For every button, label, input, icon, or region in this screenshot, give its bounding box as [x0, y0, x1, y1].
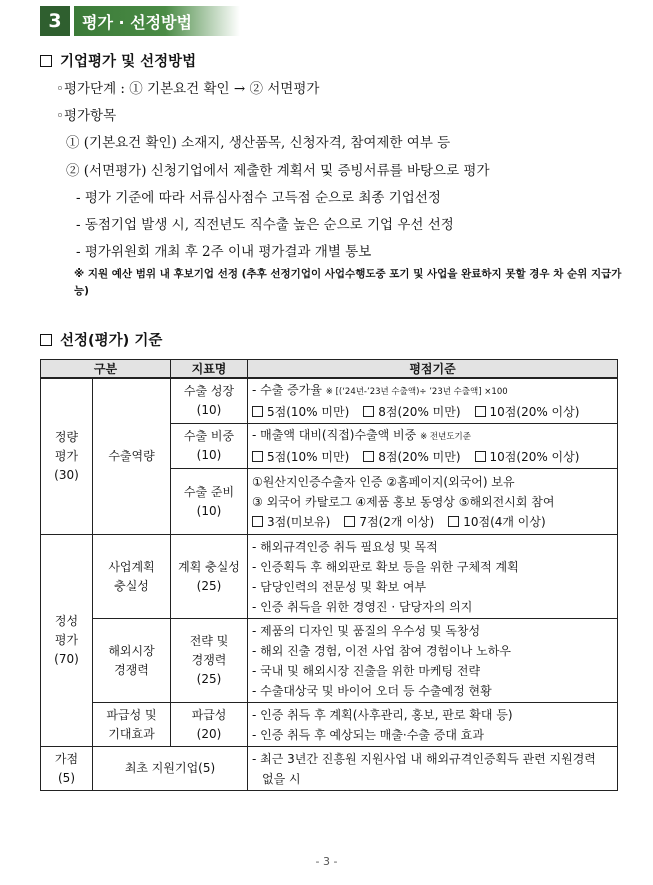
category-cell: 파급성 및 기대효과 — [93, 703, 171, 747]
section-header — [40, 6, 240, 36]
criteria-cell — [248, 424, 618, 469]
quant-eval-cell: 정량 평가 (30) — [41, 378, 93, 535]
criteria-cell — [248, 703, 618, 747]
export-capacity-cell: 수출역량 — [93, 378, 171, 535]
budget-note: ※ 지원 예산 범위 내 후보기업 선정 (추후 선정기업이 사업수행도중 포기 및 사업을 완료하지 못할 경우 차 순위 지급가능) — [74, 268, 622, 297]
criteria-line: - 인증획득 후 해외판로 확보 등을 위한 구체적 계획 — [252, 559, 519, 574]
criteria-line: - 수출대상국 및 바이어 오더 등 수출예정 현황 — [252, 683, 492, 698]
qual-eval-cell: 정성 평가 (70) — [41, 535, 93, 747]
criteria-text: - 매출액 대비(직접)수출액 비중 — [252, 428, 417, 442]
checkbox-icon — [363, 406, 374, 417]
score-options — [252, 512, 613, 532]
checkbox-icon — [252, 406, 263, 417]
indicator-points: (25) — [196, 672, 222, 686]
criteria-formula: ※ [(‘24년-’23년 수출액)÷ ’23년 수출액] ×100 — [325, 387, 508, 397]
table-header-row — [41, 360, 618, 379]
indicator-cell — [171, 424, 248, 469]
table-row — [41, 703, 618, 747]
indicator-name: 전략 및 경쟁력 — [189, 634, 229, 667]
subsection-title-text: 선정(평가) 기준 — [60, 333, 163, 349]
score-option-label: 5점(10% 미만) — [267, 405, 350, 419]
criteria-line: - 제품의 디자인 및 품질의 우수성 및 독창성 — [252, 623, 481, 638]
indicator-name: 계획 충실성 — [178, 559, 240, 574]
score-option — [448, 512, 545, 532]
score-option — [363, 402, 460, 422]
score-option-label: 10점(4개 이상) — [463, 514, 546, 529]
subsection-title-text: 기업평가 및 선정방법 — [60, 54, 197, 70]
criteria-table — [40, 359, 618, 791]
criteria-cell — [248, 378, 618, 424]
criteria-line: - 최근 3년간 진흥원 지원사업 내 해외규격인증획득 관련 지원경력 — [252, 751, 596, 766]
criteria-line: - 담당인력의 전문성 및 확보 여부 — [252, 579, 427, 594]
score-option — [344, 512, 434, 532]
checkbox-icon — [252, 516, 263, 527]
table-row — [41, 535, 618, 619]
eval-steps: ◦평가단계 : ① 기본요건 확인 → ② 서면평가 — [56, 81, 320, 97]
criteria-line: - 국내 및 해외시장 진출을 위한 마케팅 전략 — [252, 663, 481, 678]
indicator-cell — [171, 619, 248, 703]
criteria-line — [252, 425, 613, 447]
subsection-title-2 — [40, 329, 162, 350]
criteria-text: - 수출 증가율 — [252, 383, 322, 397]
eval-items-heading: ◦평가항목 — [56, 108, 117, 124]
criteria-line: - 인증 취득을 위한 경영진 · 담당자의 의지 — [252, 599, 473, 614]
score-option-label: 5점(10% 미만) — [267, 450, 350, 464]
score-option-label: 3점(미보유) — [267, 514, 331, 529]
eval-item-2: ② (서면평가) 신청기업에서 제출한 계획서 및 증빙서류를 바탕으로 평가 — [66, 163, 490, 179]
indicator-name: 수출 비중 — [183, 429, 235, 443]
indicator-cell — [171, 535, 248, 619]
criteria-line: ①원산지인증수출자 인증 ②홈페이지(외국어) 보유 — [252, 474, 515, 489]
indicator-points: (10) — [196, 448, 222, 462]
score-option — [475, 402, 580, 422]
table-row — [41, 378, 618, 424]
category-cell: 해외시장 경쟁력 — [93, 619, 171, 703]
criteria-formula: ※ 전년도기준 — [420, 432, 471, 442]
bonus-cell: 가점 (5) — [41, 747, 93, 791]
indicator-cell — [171, 703, 248, 747]
category-cell: 사업계획 충실성 — [93, 535, 171, 619]
eval-bullet-2: - 동점기업 발생 시, 직전년도 직수출 높은 순으로 기업 우선 선정 — [76, 217, 454, 233]
header-criteria: 평점기준 — [248, 360, 618, 379]
page-number: - 3 - — [315, 855, 338, 868]
section-number: 3 — [40, 6, 70, 36]
checkbox-icon — [475, 451, 486, 462]
indicator-points: (25) — [196, 578, 222, 593]
square-icon — [40, 334, 52, 346]
indicator-name: 파급성 — [191, 707, 227, 722]
indicator-name: 수출 성장 — [183, 384, 235, 398]
section-title: 평가 · 선정방법 — [74, 6, 240, 36]
criteria-line — [252, 380, 613, 402]
score-option-label: 10점(20% 이상) — [489, 450, 580, 464]
checkbox-icon — [344, 516, 355, 527]
checkbox-icon — [252, 451, 263, 462]
criteria-line: - 인증 취득 후 예상되는 매출·수출 증대 효과 — [252, 727, 484, 742]
checkbox-icon — [448, 516, 459, 527]
criteria-cell — [248, 747, 618, 791]
score-options — [252, 447, 613, 467]
first-support-cell: 최초 지원기업(5) — [93, 747, 248, 791]
score-option — [252, 402, 349, 422]
square-icon — [40, 55, 52, 67]
table-row — [41, 619, 618, 703]
score-option — [475, 447, 580, 467]
indicator-points: (10) — [196, 503, 222, 518]
eval-bullet-1: - 평가 기준에 따라 서류심사점수 고득점 순으로 최종 기업선정 — [76, 190, 441, 206]
header-category: 구분 — [41, 360, 171, 379]
criteria-line: - 해외규격인증 취득 필요성 및 목적 — [252, 539, 438, 554]
criteria-line: - 인증 취득 후 계획(사후관리, 홍보, 판로 확대 등) — [252, 707, 513, 722]
checkbox-icon — [363, 451, 374, 462]
criteria-cell — [248, 619, 618, 703]
eval-item-1: ① (기본요건 확인) 소재지, 생산품목, 신청자격, 참여제한 여부 등 — [66, 135, 451, 151]
criteria-line: 없을 시 — [262, 771, 301, 786]
indicator-points: (10) — [196, 403, 222, 417]
score-option — [252, 447, 349, 467]
score-option-label: 8점(20% 미만) — [378, 405, 461, 419]
criteria-line: - 해외 진출 경험, 이전 사업 참여 경험이나 노하우 — [252, 643, 511, 658]
score-options — [252, 402, 613, 422]
indicator-cell — [171, 378, 248, 424]
score-option-label: 10점(20% 이상) — [489, 405, 580, 419]
checkbox-icon — [475, 406, 486, 417]
indicator-name: 수출 준비 — [183, 484, 235, 499]
criteria-cell — [248, 469, 618, 535]
criteria-line: ③ 외국어 카탈로그 ④제품 홍보 동영상 ⑤해외전시회 참여 — [252, 494, 555, 509]
score-option — [252, 512, 330, 532]
criteria-cell — [248, 535, 618, 619]
header-indicator: 지표명 — [171, 360, 248, 379]
table-row — [41, 747, 618, 791]
score-option-label: 8점(20% 미만) — [378, 450, 461, 464]
score-option-label: 7점(2개 이상) — [359, 514, 435, 529]
indicator-points: (20) — [196, 726, 222, 741]
subsection-title-1 — [40, 50, 196, 71]
eval-bullet-3: - 평가위원회 개최 후 2주 이내 평가결과 개별 통보 — [76, 244, 372, 260]
score-option — [363, 447, 460, 467]
indicator-cell — [171, 469, 248, 535]
